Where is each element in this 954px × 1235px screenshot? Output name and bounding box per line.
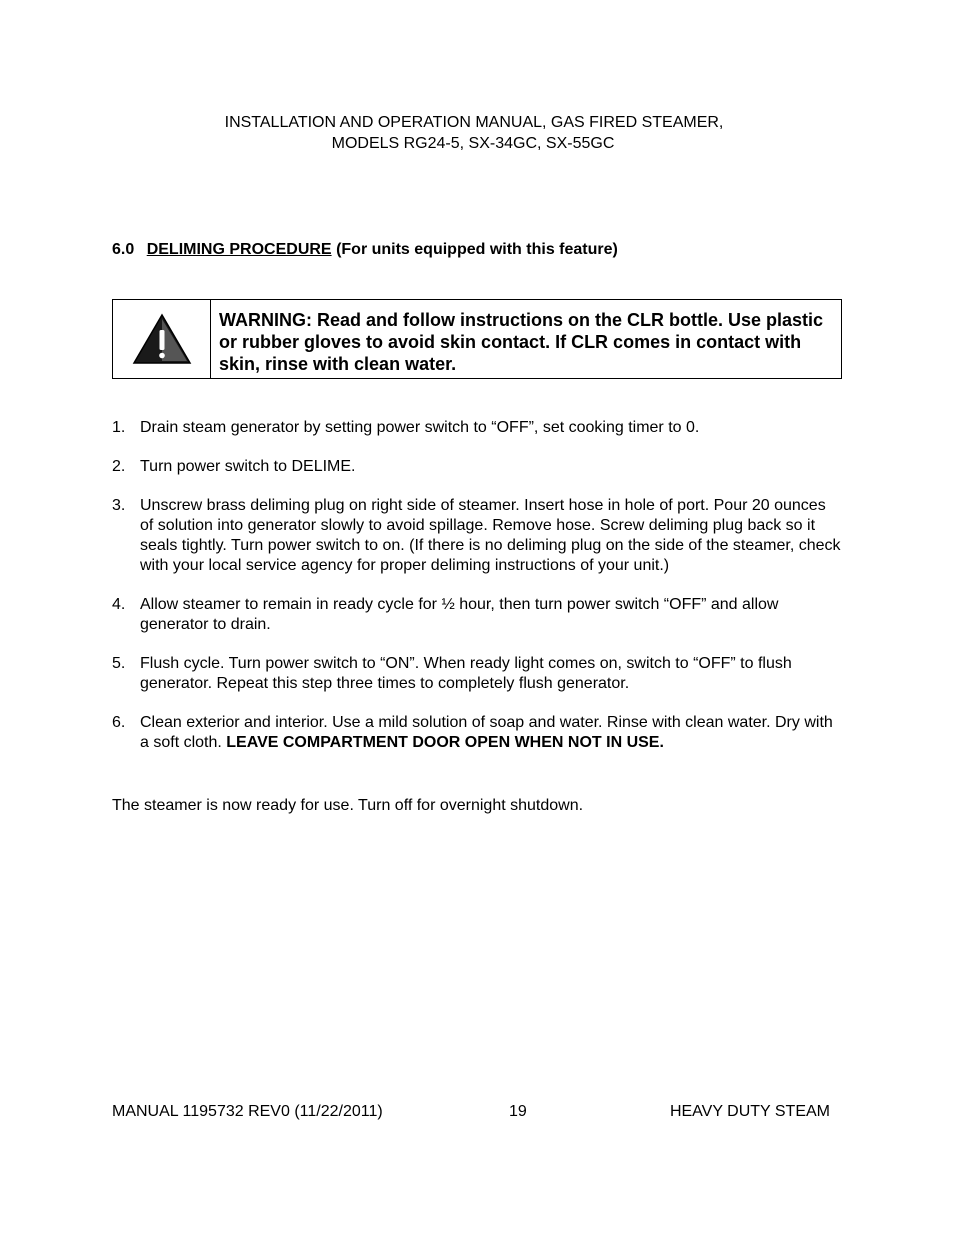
step-number: 3. xyxy=(112,497,126,514)
step-number: 2. xyxy=(112,458,126,475)
warning-icon-cell xyxy=(113,300,211,378)
step-number: 1. xyxy=(112,419,126,436)
list-item xyxy=(112,496,842,576)
warning-box xyxy=(112,299,842,379)
step-number: 6. xyxy=(112,714,126,731)
step-text-plain: Clean exterior and interior. Use a mild solution of soap and water. Rinse with clean water. Dry with a soft cloth. xyxy=(140,714,833,751)
section-subtitle: (For units equipped with this feature) xyxy=(336,241,618,258)
step-text: Flush cycle. Turn power switch to “ON”. When ready light comes on, switch to “OFF” to flush generator. Repeat this step three times to completely flush generator. xyxy=(140,655,792,692)
list-item xyxy=(112,654,842,694)
closing-paragraph: The steamer is now ready for use. Turn off for overnight shutdown. xyxy=(112,797,584,814)
header-line-2: MODELS RG24-5, SX-34GC, SX-55GC xyxy=(331,135,615,152)
step-text: Drain steam generator by setting power switch to “OFF”, set cooking timer to 0. xyxy=(140,419,700,436)
step-number: 5. xyxy=(112,655,126,672)
header-line-1: INSTALLATION AND OPERATION MANUAL, GAS FIRED STEAMER, xyxy=(224,114,724,131)
warning-text: WARNING: Read and follow instructions on the CLR bottle. Use plastic or rubber gloves to avoid skin contact. If CLR comes in contact with skin, rinse with clean water. xyxy=(219,310,824,374)
list-item xyxy=(112,713,842,753)
document-header xyxy=(0,112,954,154)
step-text: Turn power switch to DELIME. xyxy=(140,458,356,475)
footer-title: HEAVY DUTY STEAM xyxy=(669,1103,830,1120)
section-heading xyxy=(112,240,618,260)
list-item xyxy=(112,457,842,477)
footer-manual-id: MANUAL 1195732 REV0 (11/22/2011) xyxy=(112,1103,383,1120)
step-text: Unscrew brass deliming plug on right side of steamer. Insert hose in hole of port. Pour 20 ounces of solution into generator slowly to avoid spillage. Remove hose. Screw deliming plug back so it seals tightly. Turn power switch to on. (If there is no deliming plug on the side of the steamer, check with your local service agency for proper deliming instructions of your unit.) xyxy=(140,497,841,574)
step-text-bold: LEAVE COMPARTMENT DOOR OPEN WHEN NOT IN USE. xyxy=(226,734,664,751)
step-text xyxy=(140,713,842,753)
section-title: DELIMING PROCEDURE xyxy=(146,241,332,258)
section-number: 6.0 xyxy=(112,241,135,258)
warning-triangle-icon xyxy=(132,313,192,365)
procedure-steps xyxy=(112,418,842,772)
step-text: Allow steamer to remain in ready cycle for ½ hour, then turn power switch “OFF” and allow generator to drain. xyxy=(140,596,779,633)
step-number: 4. xyxy=(112,596,126,613)
list-item xyxy=(112,595,842,635)
page-number: 19 xyxy=(509,1103,527,1120)
list-item xyxy=(112,418,842,438)
